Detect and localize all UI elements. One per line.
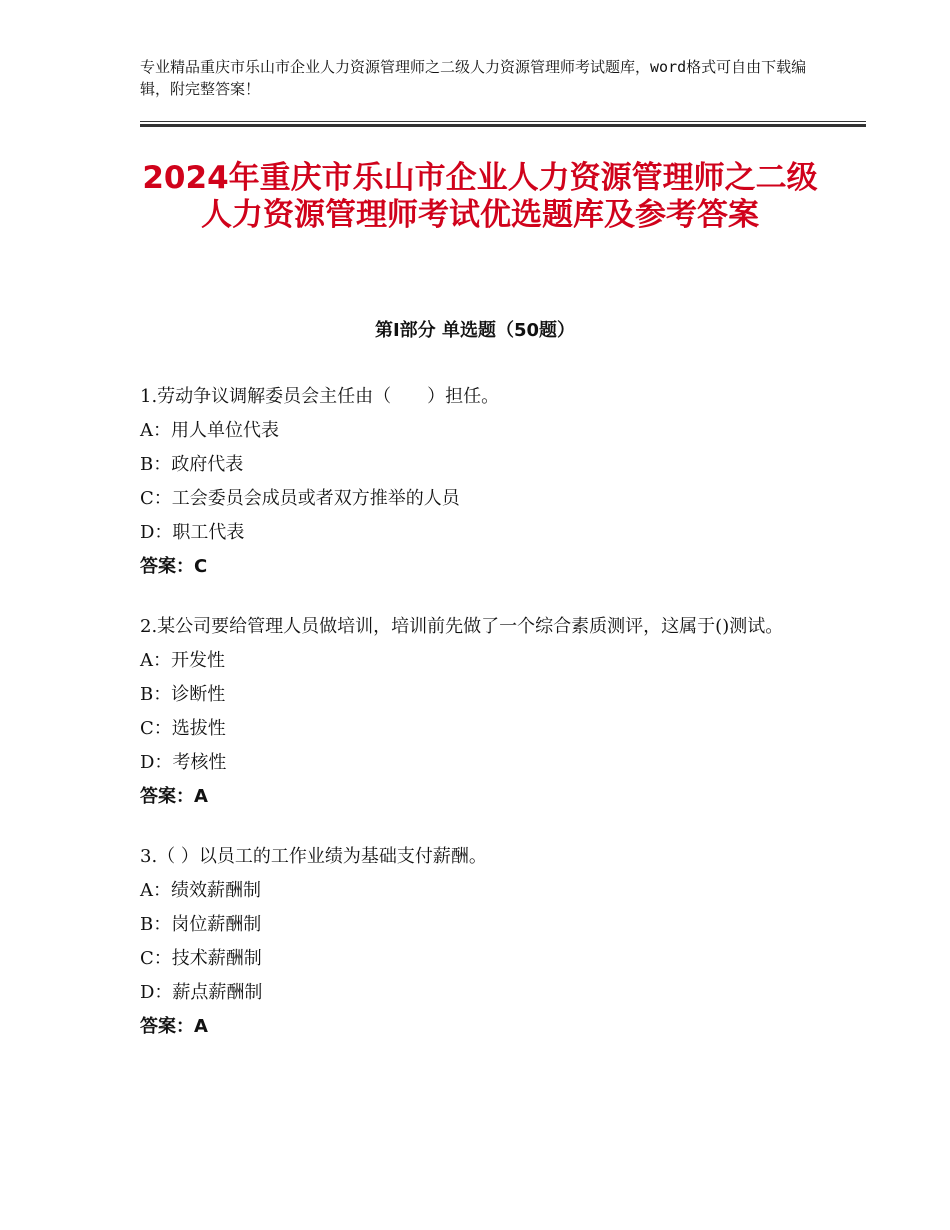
option-b: B：诊断性 [140,684,226,705]
option-d: D：考核性 [140,752,227,773]
option-d: D：薪点薪酬制 [140,982,263,1003]
option-a: A：用人单位代表 [140,420,279,441]
header-rule-thin [140,121,866,122]
question-list [140,380,810,1070]
header-note: 专业精品重庆市乐山市企业人力资源管理师之二级人力资源管理师考试题库，word格式可自由下载编辑，附完整答案！ [140,58,807,98]
question-stem: 2.某公司要给管理人员做培训，培训前先做了一个综合素质测评，这属于()测试。 [140,616,784,637]
question-stem: 1.劳动争议调解委员会主任由（ ）担任。 [140,386,500,407]
question-1 [140,380,810,584]
option-c: C：选拔性 [140,718,226,739]
option-a: A：绩效薪酬制 [140,880,261,901]
question-stem: 3.（ ）以员工的工作业绩为基础支付薪酬。 [140,846,487,867]
option-c: C：工会委员会成员或者双方推举的人员 [140,488,460,509]
answer: 答案：A [140,1016,208,1037]
option-b: B：岗位薪酬制 [140,914,262,935]
section-heading: 第Ⅰ部分 单选题（50题） [374,320,575,341]
question-2 [140,610,810,814]
option-c: C：技术薪酬制 [140,948,262,969]
document-title: 2024年重庆市乐山市企业人力资源管理师之二级人力资源管理师考试优选题库及参考答案 [142,160,818,233]
header-rule-thick [140,124,866,127]
option-d: D：职工代表 [140,522,245,543]
answer: 答案：A [140,786,208,807]
question-3 [140,840,810,1044]
option-b: B：政府代表 [140,454,244,475]
option-a: A：开发性 [140,650,225,671]
answer: 答案：C [140,556,208,577]
